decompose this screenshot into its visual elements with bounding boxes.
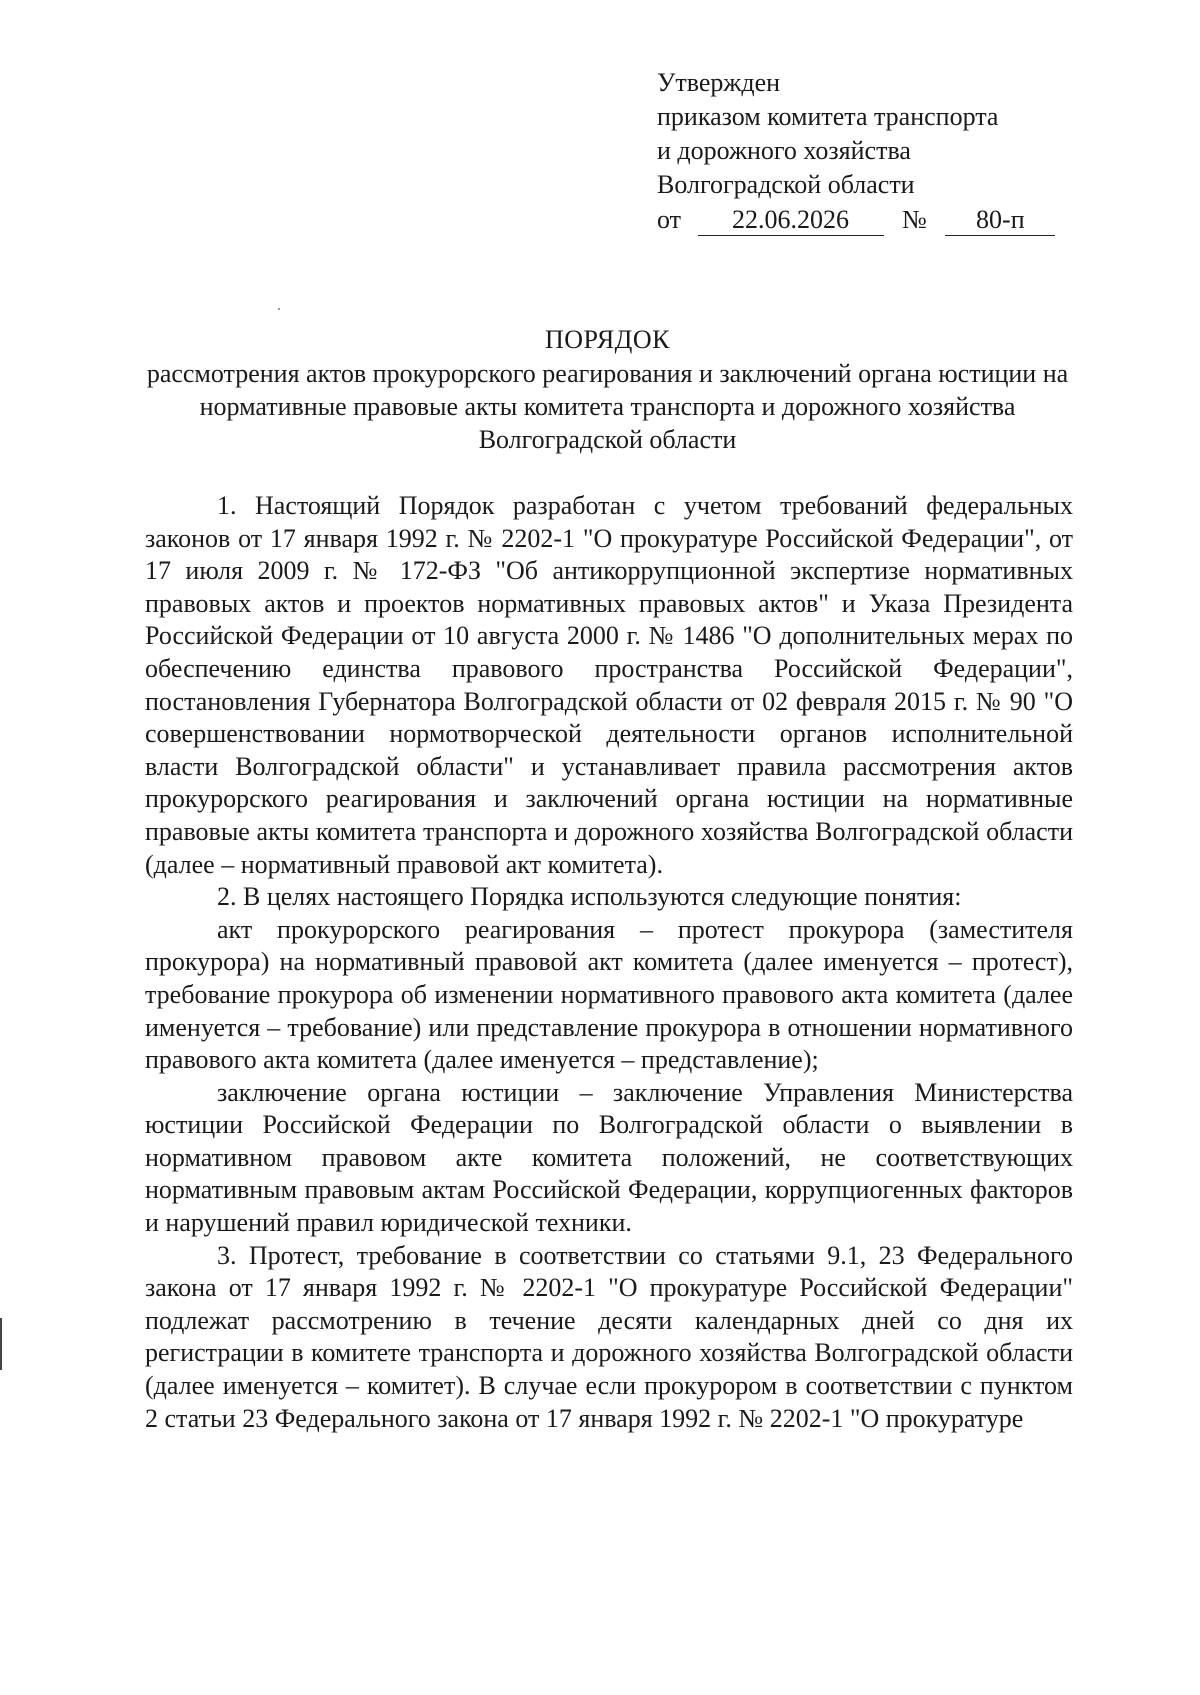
approval-date: 22.06.2026 (698, 205, 884, 236)
document-heading (145, 323, 1070, 456)
approval-line-order: приказом комитета транспорта (657, 102, 999, 131)
document-body (145, 490, 1073, 1435)
approval-line-committee: и дорожного хозяйства (657, 136, 911, 165)
paragraph-definition-justice-conclusion: заключение органа юстиции – заключение Управления Министерства юстиции Российской Федерации по Волгоградской области о выявлении в нормативном правовом акте комитета положений, не соответствующих нормативным правовым актам Российской Федерации, коррупциогенных факторов и нарушений правил юридической техники. (145, 1077, 1073, 1238)
paragraph-2: 2. В целях настоящего Порядка используются следующие понятия: (217, 882, 962, 912)
approval-line-region: Волгоградской области (657, 170, 915, 199)
document-title: ПОРЯДОК (544, 325, 671, 354)
approval-from-label: от (657, 205, 682, 234)
scan-speck (278, 308, 280, 310)
scan-edge-mark (0, 1318, 2, 1370)
paragraph-1: 1. Настоящий Порядок разработан с учетом требований федеральных законов от 17 января 1992 г. № 2202-1 "О прокуратуре Российской Федерации", от 17 июля 2009 г. № 172-ФЗ "Об антикоррупционной экспертизе нормативных правовых актов и проектов нормативных правовых актов" и Указа Президента Российской Федерации от 10 августа 2000 г. № 1486 "О дополнительных мерах по обеспечению единства правового пространства Российской Федерации", постановления Губернатора Волгоградской области от 02 февраля 2015 г. № 90 "О совершенствовании нормотворческой деятельности органов исполнительной власти Волгоградской области" и устанавливает правила рассмотрения актов прокурорского реагирования и заключений органа юстиции на нормативные правовые акты комитета транспорта и дорожного хозяйства Волгоградской области (далее – нормативный правовой акт комитета). (145, 491, 1073, 879)
approval-number-sign: № (902, 205, 927, 234)
approval-date-number-line (657, 203, 1077, 237)
document-subtitle: рассмотрения актов прокурорского реагирования и заключений органа юстиции на нормативные правовые акты комитета транспорта и дорожного хозяйства Волгоградской области (146, 359, 1069, 454)
approval-stamp-block (657, 66, 1077, 237)
approval-number: 80-п (945, 205, 1055, 236)
paragraph-3: 3. Протест, требование в соответствии со статьями 9.1, 23 Федерального закона от 17 января 1992 г. № 2202-1 "О прокуратуре Российской Федерации" подлежат рассмотрению в течение десяти календарных дней со дня их регистрации в комитете транспорта и дорожного хозяйства Волгоградской области (далее именуется – комитет). В случае если прокурором в соответствии с пунктом 2 статьи 23 Федерального закона от 17 января 1992 г. № 2202-1 "О прокуратуре (145, 1240, 1073, 1433)
approval-line-approved: Утвержден (657, 68, 781, 97)
paragraph-definition-prosecutor-act: акт прокурорского реагирования – протест прокурора (заместителя прокурора) на нормативный правовой акт комитета (далее именуется – протест), требование прокурора об изменении нормативного правового акта комитета (далее именуется – требование) или представление прокурора в отношении нормативного правового акта комитета (далее именуется – представление); (145, 914, 1073, 1075)
